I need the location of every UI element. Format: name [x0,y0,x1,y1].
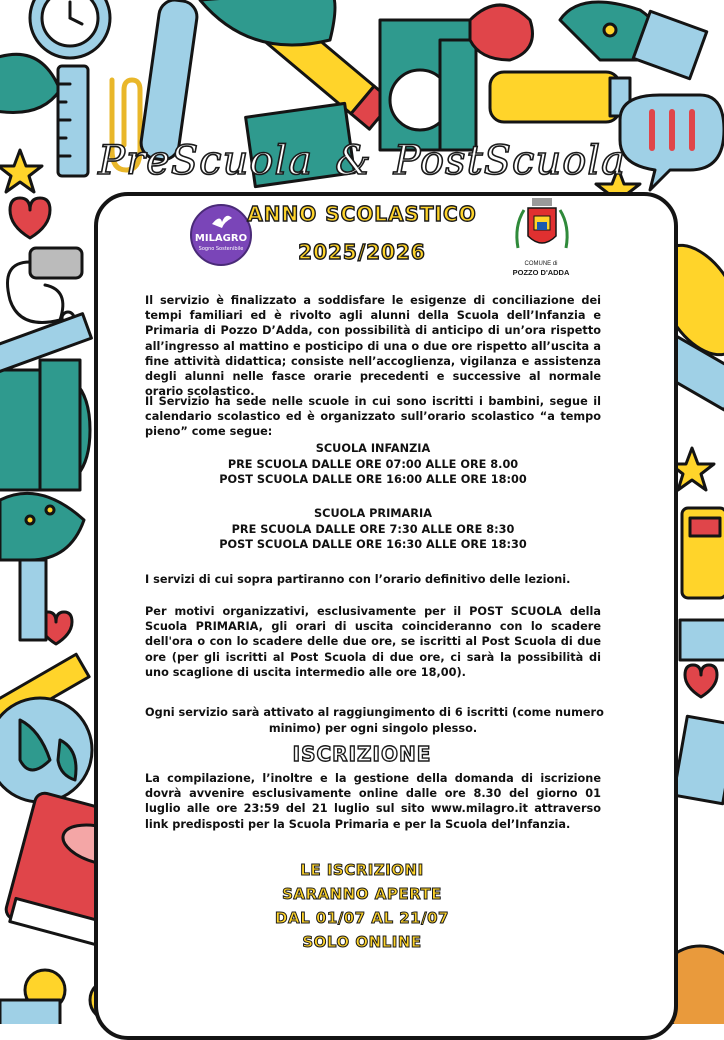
note-minimum-line2: minimo) per ogni singolo plesso. [268,721,478,735]
schedule-primaria [145,506,601,553]
note-post-scuola: Per motivi organizzativi, esclusivamente per il POST SCUOLA della Scuola PRIMARIA, gli orari di uscita coincideranno con lo scadere dell'ora o con lo scadere delle due ore, se iscritti al Post Scuola di due ore (per gli iscritti al Post Scuola di due ore, ci sarà la possibilità di uno scaglione di uscita intermedio alle ore 18,00). [145,605,601,679]
milagro-name: MILAGRO [194,233,248,244]
schedule-infanzia [145,441,601,488]
anno-scolastico-year: 2025/2026 [298,240,426,264]
closing-line-1: LE ISCRIZIONI [300,861,424,879]
primaria-pre: PRE SCUOLA DALLE ORE 7:30 ALLE ORE 8:30 [231,522,515,536]
letter-a-icon [380,20,476,150]
infanzia-title: SCUOLA INFANZIA [315,442,431,455]
title-ampersand: & [335,138,372,184]
closing-announcement [0,858,724,954]
iscrizione-text: La compilazione, l’inoltre e la gestione della domanda di iscrizione dovrà avvenire esclusivamente online dalle ore 8.30 del giorno 01 luglio alle ore 23:59 del 21 luglio sul sito www.milagro.it attraverso link predisposti per la Scuola Primaria e per la Scuola del’Infanzia. [145,772,601,831]
title-postscuola: PostScuola [393,138,626,184]
primaria-post: POST SCUOLA DALLE ORE 16:30 ALLE ORE 18:30 [219,538,527,552]
alarm-clock-icon [30,0,110,58]
milagro-tagline: Sogno Sostenibile [198,246,244,252]
note-minimum [145,705,604,736]
apple-icon [470,5,533,60]
note-start: I servizi di cui sopra partiranno con l’orario definitivo delle lezioni. [145,573,571,586]
note-minimum-line1: Ogni servizio sarà attivato al raggiungimento di 6 iscritti (come numero [145,706,604,719]
closing-line-3: DAL 01/07 AL 21/07 [275,909,449,927]
comune-label-name: POZZO D'ADDA [512,268,570,277]
calculator-icon [682,508,724,598]
infanzia-post: POST SCUOLA DALLE ORE 16:00 ALLE ORE 18:00 [219,473,527,487]
intro-paragraph-2: Il Servizio ha sede nelle scuole in cui sono iscritti i bambini, segue il calendario scolastico ed è organizzato sull’orario scolastico “a tempo pieno” come segue: [145,395,601,439]
intro-paragraph-1: Il servizio è finalizzato a soddisfare le esigenze di conciliazione dei tempi familiari ed è rivolto agli alunni della Scuola dell’Infanzia e Primaria di Pozzo D’Adda, con possibilità di anticipo di un’ora rispetto all’ingresso al mattino e posticipo di una o due ore rispetto all’uscita a fine attività didattica; consiste nell’accoglienza, vigilanza e assistenza degli alunni nelle fasce orarie precedenti e successive al normale orario scolastico. [145,294,601,399]
closing-line-2: SARANNO APERTE [282,885,442,903]
primaria-title: SCUOLA PRIMARIA [314,507,432,520]
glue-stick-icon [490,72,630,122]
closing-line-4: SOLO ONLINE [302,933,422,951]
comune-label-small: COMUNE di [524,261,558,267]
infanzia-pre: PRE SCUOLA DALLE ORE 07:00 ALLE ORE 8.00 [227,457,519,471]
iscrizione-title: ISCRIZIONE [292,742,432,766]
main-title [0,138,724,184]
anno-scolastico-label: ANNO SCOLASTICO [247,202,477,226]
title-prescuola: PreScuola [98,138,314,184]
